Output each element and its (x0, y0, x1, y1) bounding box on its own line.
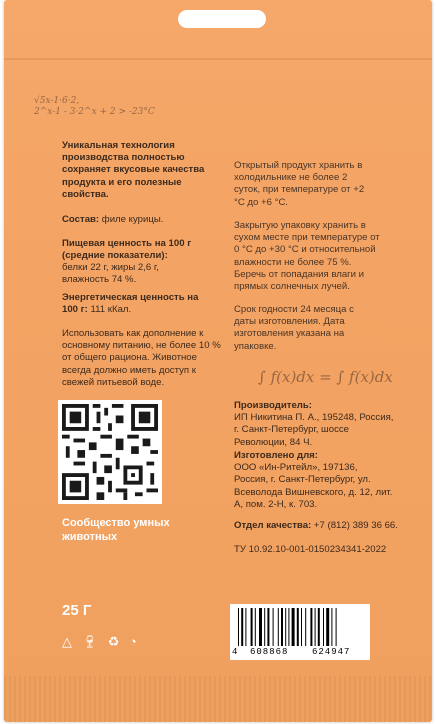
quality-dept (234, 520, 414, 532)
integral-doodle: ∫ f(x)dx = ∫ f(x)dx (258, 368, 393, 386)
brand-slogan (62, 516, 170, 544)
producer-label: Производитель: (234, 400, 312, 411)
tidyman-icon: ♻︎ (107, 634, 123, 649)
hang-hole (178, 10, 266, 28)
mobius-icon: ◔ (129, 634, 140, 649)
qr-code-pattern (62, 404, 158, 500)
usage-text: Использовать как дополнение к основному питанию, не более 10 % от общего рациона. Животное всегда должно иметь доступ к свежей питьевой воде. (62, 328, 221, 388)
quality-label: Отдел качества: (234, 520, 312, 531)
food-safe-glass-fork-icon: 🍷︎ (81, 634, 102, 649)
recycle-triangle-icon: △ (62, 634, 75, 649)
quality-value: +7 (812) 389 36 66. (313, 520, 398, 531)
barcode-bars (238, 608, 362, 646)
composition-label: Состав: (62, 214, 100, 225)
top-seal-line (4, 58, 432, 60)
formula-line-1: √5x-1·6·2, (34, 96, 80, 106)
storage-open-text: Открытый продукт хранить в холодильнике не более 2 суток, при температуре от +2 °С до +6 °С. (234, 160, 365, 208)
producer (234, 400, 394, 449)
barcode-right-group: 624947 (312, 647, 351, 657)
made-for-value: ООО «Ин-Ритейл», 197136, Россия, г. Санкт-Петербург, ул. Всеволода Вишневского, д. 12, лит. А, пом. 2-Н, к. 703. (234, 462, 393, 510)
bottom-seal (4, 676, 432, 722)
intro-text: Уникальная технология производства полностью сохраняет вкусовые качества продукта и его полезные свойства. (62, 140, 205, 200)
barcode-first-digit: 4 (232, 647, 238, 657)
composition (62, 214, 222, 226)
brand-line-2: животных (62, 531, 118, 543)
qr-code[interactable] (58, 400, 162, 504)
composition-value: филе курицы. (101, 214, 164, 225)
barcode-left-group: 608868 (250, 647, 289, 657)
ean-barcode (230, 604, 370, 660)
nutrition-values: белки 22 г, жиры 2,6 г, влажность 74 %. (62, 262, 159, 286)
net-weight: 25 Г (62, 602, 92, 619)
made-for (234, 450, 394, 511)
producer-value: ИП Никитина П. А., 195248, Россия, г. Санкт-Петербург, шоссе Революции, 84 Ч. (234, 412, 394, 448)
made-for-label: Изготовлено для: (234, 450, 318, 461)
packaging-icons (62, 634, 140, 650)
energy-title: Энергетическая ценность на 100 г: (62, 292, 199, 316)
energy (62, 292, 212, 316)
formula-line-2: 2^x-1 - 3·2^x + 2 > -23°C (34, 107, 155, 117)
tu-code: ТУ 10.92.10-001-0150234341-2022 (234, 544, 387, 555)
energy-value: 111 кКал. (90, 304, 132, 316)
shelf-life-text: Срок годности 24 месяца с даты изготовления. Дата изготовления указана на упаковке. (234, 304, 354, 352)
package-back (4, 0, 432, 722)
nutrition-title: Пищевая ценность на 100 г (средние показатели): (62, 238, 192, 262)
storage-closed-text: Закрытую упаковку хранить в сухом месте при температуре от 0 °С до +30 °С и относительной влажности не более 75 %. Беречь от попадания влаги и прямых солнечных лучей. (234, 220, 380, 293)
brand-line-1: Сообщество умных (62, 517, 170, 529)
formula-doodle (34, 96, 155, 118)
